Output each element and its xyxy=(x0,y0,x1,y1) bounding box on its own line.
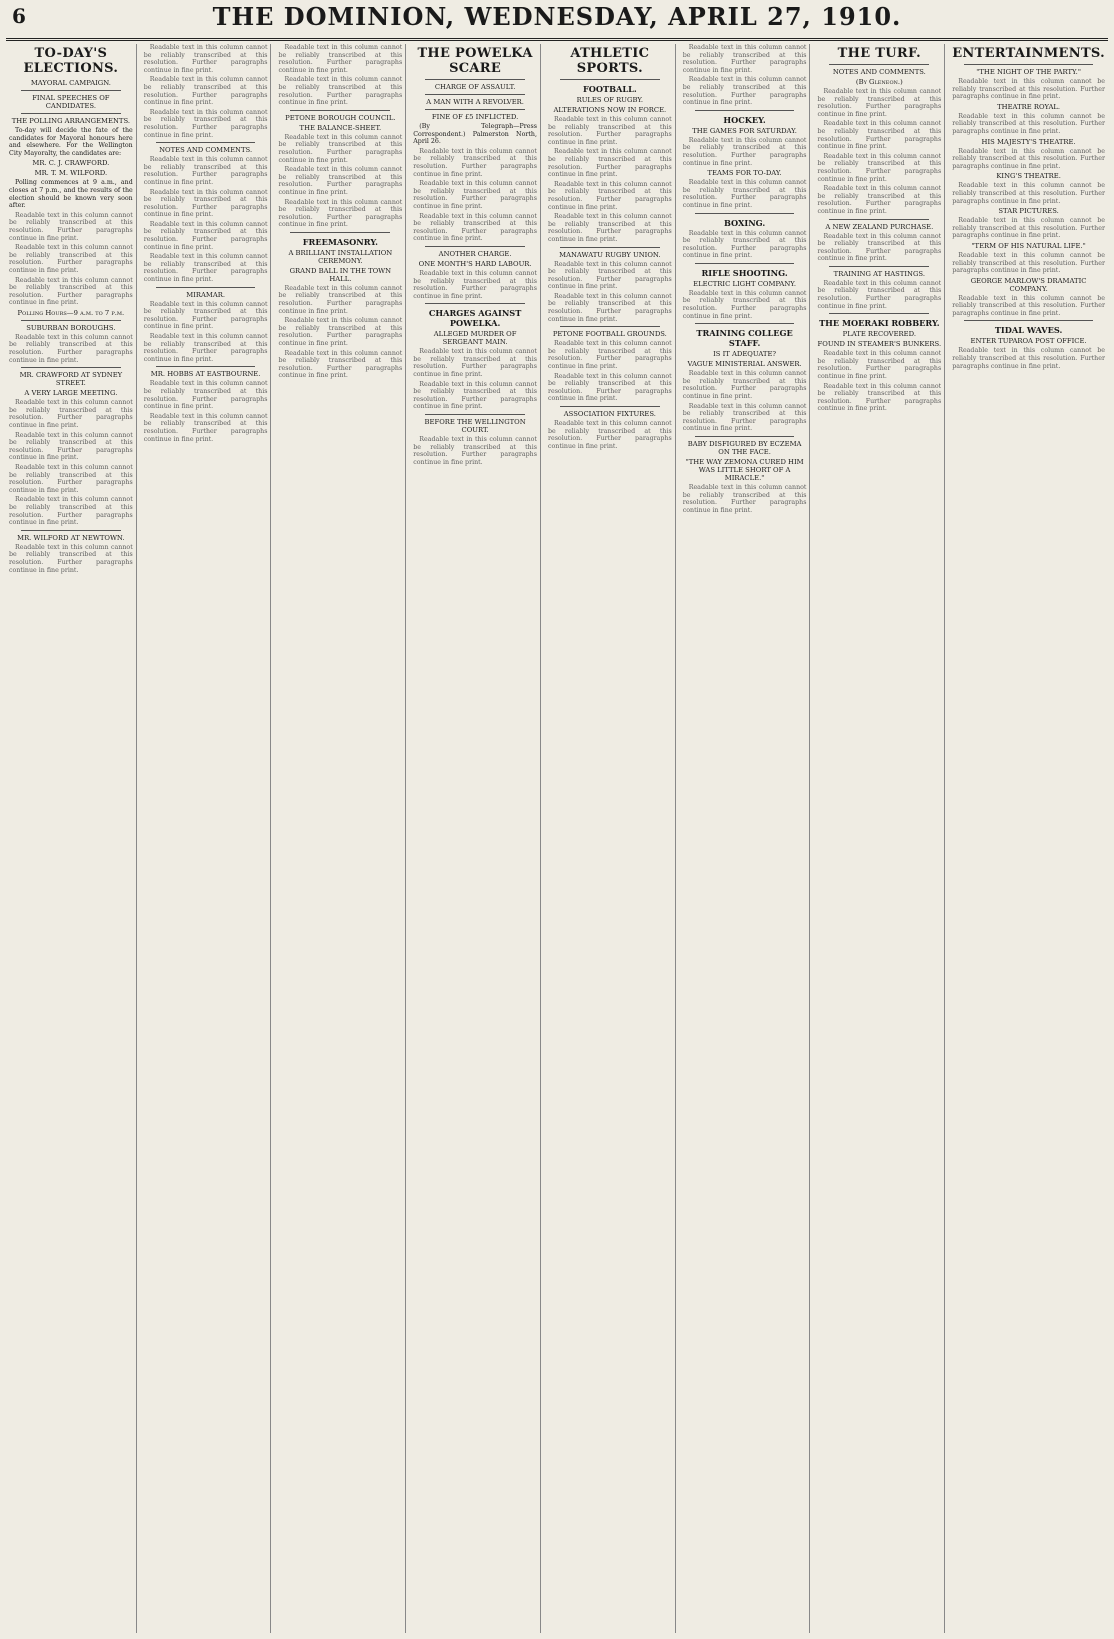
column-grid xyxy=(6,44,1108,1633)
paragraph: To-day will decide the fate of the candidates for Mayoral honours here and elsewhere. For the Wellington City Mayoralty, the candidates are: xyxy=(9,127,133,157)
divider xyxy=(156,142,256,143)
subhead-training-college: TRAINING COLLEGE STAFF. xyxy=(696,328,793,349)
body-text: Readable text in this column cannot be reliably transcribed at this resolution. Further paragraphs continue in fine print. xyxy=(278,76,403,107)
subhead-miramar: MIRAMAR. xyxy=(186,290,226,299)
divider xyxy=(290,232,390,233)
subhead-man-with-revolver: A MAN WITH A REVOLVER. xyxy=(426,98,524,106)
advert-heading: BABY DISFIGURED BY ECZEMA ON THE FACE. xyxy=(687,440,802,456)
subhead-boxing: BOXING. xyxy=(723,217,766,228)
divider xyxy=(829,313,929,314)
subhead-plate-recovered: PLATE RECOVERED. xyxy=(842,330,916,339)
subhead-is-it-adequate: IS IT ADEQUATE? xyxy=(713,350,777,359)
body-text: Readable text in this column cannot be reliably transcribed at this resolution. Further paragraphs continue in fine print. xyxy=(547,213,672,243)
candidate-name: MR. C. J. CRAWFORD. xyxy=(32,159,110,168)
body-text: Readable text in this column cannot be reliably transcribed at this resolution. Further paragraphs continue in fine print. xyxy=(278,198,403,229)
headline-powelka-scare: THE POWELKA SCARE xyxy=(417,46,533,76)
subhead-hard-labour: ONE MONTH'S HARD LABOUR. xyxy=(418,259,532,268)
dateline: (By Telegraph—Press Correspondent.) Palmerston North, April 26. xyxy=(413,123,537,146)
body-text: Readable text in this column cannot be reliably transcribed at this resolution. Further paragraphs continue in fine print. xyxy=(547,340,672,371)
body-text: Readable text in this column cannot be reliably transcribed at this resolution. Further paragraphs continue in fine print. xyxy=(9,333,133,364)
body-text: Readable text in this column cannot be reliably transcribed at this resolution. Further paragraphs continue in fine print. xyxy=(952,251,1105,275)
divider xyxy=(560,326,660,327)
body-text: Readable text in this column cannot be reliably transcribed at this resolution. Further paragraphs continue in fine print. xyxy=(278,284,403,315)
divider xyxy=(829,64,929,65)
body-text: Readable text in this column cannot be reliably transcribed at this resolution. Further paragraphs continue in fine print. xyxy=(143,220,268,251)
body-text: Readable text in this column cannot be reliably transcribed at this resolution. Further paragraphs continue in fine print. xyxy=(9,496,133,527)
body-text: Readable text in this column cannot be reliably transcribed at this resolution. Further paragraphs continue in fine print. xyxy=(682,229,807,260)
divider xyxy=(695,263,795,264)
divider xyxy=(425,79,525,80)
subhead-suburban-boroughs: SUBURBAN BOROUGHS. xyxy=(26,323,116,332)
divider xyxy=(21,320,121,321)
subhead-another-charge: ANOTHER CHARGE. xyxy=(438,249,512,258)
body-text: Readable text in this column cannot be reliably transcribed at this resolution. Further paragraphs continue in fine print. xyxy=(547,420,672,450)
subhead-petone-borough-council: PETONE BOROUGH COUNCIL. xyxy=(285,113,396,122)
subhead-steamers-bunkers: FOUND IN STEAMER'S BUNKERS. xyxy=(817,340,942,349)
body-text: Readable text in this column cannot be reliably transcribed at this resolution. Further paragraphs continue in fine print. xyxy=(817,279,942,310)
subhead-term-natural-life: "TERM OF HIS NATURAL LIFE." xyxy=(971,241,1086,250)
body-text: Readable text in this column cannot be reliably transcribed at this resolution. Further paragraphs continue in fine print. xyxy=(952,112,1105,135)
paper-title: THE DOMINION, WEDNESDAY, APRIL 27, 1910. xyxy=(212,2,902,31)
body-text: Readable text in this column cannot be reliably transcribed at this resolution. Further paragraphs continue in fine print. xyxy=(413,147,537,178)
subhead-tidal-waves: TIDAL WAVES. xyxy=(994,325,1063,336)
page-number: 6 xyxy=(12,4,26,28)
body-text: Readable text in this column cannot be reliably transcribed at this resolution. Further paragraphs continue in fine print. xyxy=(952,182,1105,205)
body-text: Readable text in this column cannot be reliably transcribed at this resolution. Further paragraphs continue in fine print. xyxy=(143,380,268,411)
body-text: Readable text in this column cannot be reliably transcribed at this resolution. Further paragraphs continue in fine print. xyxy=(952,147,1105,170)
body-text: Readable text in this column cannot be reliably transcribed at this resolution. Further paragraphs continue in fine print. xyxy=(143,188,268,219)
body-text: Readable text in this column cannot be reliably transcribed at this resolution. Further paragraphs continue in fine print. xyxy=(817,152,942,183)
body-text: Readable text in this column cannot be reliably transcribed at this resolution. Further paragraphs continue in fine print. xyxy=(682,136,807,167)
subhead-grand-ball: GRAND BALL IN THE TOWN HALL. xyxy=(289,266,392,283)
subhead-marlow-company: GEORGE MARLOW'S DRAMATIC COMPANY. xyxy=(970,276,1087,293)
body-text: Readable text in this column cannot be reliably transcribed at this resolution. Further paragraphs continue in fine print. xyxy=(278,166,403,196)
subhead-moeraki-robbery: THE MOERAKI ROBBERY. xyxy=(819,318,940,329)
body-text: Readable text in this column cannot be reliably transcribed at this resolution. Further paragraphs continue in fine print. xyxy=(413,348,537,379)
body-text: Readable text in this column cannot be reliably transcribed at this resolution. Further paragraphs continue in fine print. xyxy=(817,350,942,381)
body-text: Readable text in this column cannot be reliably transcribed at this resolution. Further paragraphs continue in fine print. xyxy=(9,211,133,242)
divider xyxy=(425,109,525,110)
body-text: Readable text in this column cannot be reliably transcribed at this resolution. Further paragraphs continue in fine print. xyxy=(952,347,1105,370)
body-text: Readable text in this column cannot be reliably transcribed at this resolution. Further paragraphs continue in fine print. xyxy=(817,88,942,118)
subhead-training-hastings: TRAINING AT HASTINGS. xyxy=(833,269,925,278)
divider xyxy=(290,110,390,111)
column-6 xyxy=(680,44,811,1633)
subhead-kings-theatre: KING'S THEATRE. xyxy=(996,172,1061,181)
divider xyxy=(560,79,660,80)
headline-entertainments: ENTERTAINMENTS. xyxy=(952,46,1105,61)
body-text: Readable text in this column cannot be reliably transcribed at this resolution. Further paragraphs continue in fine print. xyxy=(547,372,672,403)
body-text: Readable text in this column cannot be reliably transcribed at this resolution. Further paragraphs continue in fine print. xyxy=(547,260,672,291)
subhead-charges-against-powelka: CHARGES AGAINST POWELKA. xyxy=(428,308,522,329)
divider xyxy=(21,367,121,368)
divider xyxy=(156,366,256,367)
body-text: Readable text in this column cannot be reliably transcribed at this resolution. Further paragraphs continue in fine print. xyxy=(9,244,133,274)
subhead-theatre-royal: THEATRE ROYAL. xyxy=(997,102,1061,111)
body-text: Readable text in this column cannot be reliably transcribed at this resolution. Further paragraphs continue in fine print. xyxy=(682,370,807,401)
divider xyxy=(560,406,660,407)
subhead-final-speeches: FINAL SPEECHES OF CANDIDATES. xyxy=(32,94,110,110)
body-text: Readable text in this column cannot be reliably transcribed at this resolution. Further paragraphs continue in fine print. xyxy=(682,179,807,209)
body-text: Readable text in this column cannot be reliably transcribed at this resolution. Further paragraphs continue in fine print. xyxy=(143,76,268,107)
subhead-large-meeting: A VERY LARGE MEETING. xyxy=(24,389,118,398)
divider xyxy=(425,246,525,247)
subhead-notes-comments: NOTES AND COMMENTS. xyxy=(159,146,253,155)
body-text: Readable text in this column cannot be reliably transcribed at this resolution. Further paragraphs continue in fine print. xyxy=(682,44,807,74)
subhead-mayoral-campaign: MAYORAL CAMPAIGN. xyxy=(30,79,111,87)
body-text: Readable text in this column cannot be reliably transcribed at this resolution. Further paragraphs continue in fine print. xyxy=(278,44,403,74)
body-text: Readable text in this column cannot be reliably transcribed at this resolution. Further paragraphs continue in fine print. xyxy=(682,484,807,514)
body-text: Readable text in this column cannot be reliably transcribed at this resolution. Further paragraphs continue in fine print. xyxy=(817,185,942,215)
divider xyxy=(21,113,121,114)
subhead-rules-of-rugby: RULES OF RUGBY. xyxy=(576,96,644,104)
divider xyxy=(964,64,1093,65)
subhead-star-pictures: STAR PICTURES. xyxy=(998,207,1059,216)
divider xyxy=(695,213,795,214)
body-text: Readable text in this column cannot be reliably transcribed at this resolution. Further paragraphs continue in fine print. xyxy=(143,156,268,186)
body-text: Readable text in this column cannot be reliably transcribed at this resolution. Further paragraphs continue in fine print. xyxy=(143,253,268,284)
subhead-balance-sheet: THE BALANCE-SHEET. xyxy=(299,123,382,132)
body-text: Readable text in this column cannot be reliably transcribed at this resolution. Further paragraphs continue in fine print. xyxy=(413,269,537,300)
subhead-crawford-sydney-street: MR. CRAWFORD AT SYDNEY STREET. xyxy=(19,371,123,388)
body-text: Readable text in this column cannot be reliably transcribed at this resolution. Further paragraphs continue in fine print. xyxy=(952,217,1105,240)
column-8 xyxy=(949,44,1108,1633)
column-3 xyxy=(275,44,406,1633)
divider xyxy=(21,530,121,531)
subhead-his-majestys: HIS MAJESTY'S THEATRE. xyxy=(981,137,1076,146)
divider xyxy=(829,219,929,220)
headline-the-turf: THE TURF. xyxy=(837,46,922,61)
subhead-polling-arrangements: THE POLLING ARRANGEMENTS. xyxy=(11,117,131,125)
body-text: Readable text in this column cannot be reliably transcribed at this resolution. Further paragraphs continue in fine print. xyxy=(547,116,672,146)
body-text: Readable text in this column cannot be reliably transcribed at this resolution. Further paragraphs continue in fine print. xyxy=(9,399,133,430)
subhead-night-of-party: "THE NIGHT OF THE PARTY." xyxy=(976,68,1081,76)
body-text: Readable text in this column cannot be reliably transcribed at this resolution. Further paragraphs continue in fine print. xyxy=(817,120,942,151)
divider xyxy=(695,323,795,324)
body-text: Readable text in this column cannot be reliably transcribed at this resolution. Further paragraphs continue in fine print. xyxy=(143,44,268,74)
masthead xyxy=(6,0,1108,41)
subhead-turf-notes: NOTES AND COMMENTS. xyxy=(832,68,926,76)
subhead-rifle-shooting: RIFLE SHOOTING. xyxy=(701,267,788,278)
polling-hours: Polling Hours—9 a.m. to 7 p.m. xyxy=(17,308,125,317)
subhead-wellington-court: BEFORE THE WELLINGTON COURT. xyxy=(424,418,526,435)
divider xyxy=(425,94,525,95)
body-text: Readable text in this column cannot be reliably transcribed at this resolution. Further paragraphs continue in fine print. xyxy=(143,333,268,363)
body-text: Readable text in this column cannot be reliably transcribed at this resolution. Further paragraphs continue in fine print. xyxy=(682,402,807,433)
body-text: Readable text in this column cannot be reliably transcribed at this resolution. Further paragraphs continue in fine print. xyxy=(817,232,942,263)
column-2 xyxy=(141,44,272,1633)
subhead-manawatu-rugby: MANAWATU RUGBY UNION. xyxy=(559,250,661,259)
column-4 xyxy=(410,44,541,1633)
body-text: Readable text in this column cannot be reliably transcribed at this resolution. Further paragraphs continue in fine print. xyxy=(682,76,807,107)
subhead-petone-grounds: PETONE FOOTBALL GROUNDS. xyxy=(552,330,667,339)
subhead-games-saturday: THE GAMES FOR SATURDAY. xyxy=(692,126,797,135)
body-text: Readable text in this column cannot be reliably transcribed at this resolution. Further paragraphs continue in fine print. xyxy=(278,133,403,164)
subhead-hockey: HOCKEY. xyxy=(723,114,766,125)
column-1 xyxy=(6,44,137,1633)
body-text: Readable text in this column cannot be reliably transcribed at this resolution. Further paragraphs continue in fine print. xyxy=(413,436,537,466)
subhead-vague-answer: VAGUE MINISTERIAL ANSWER. xyxy=(687,360,802,369)
divider xyxy=(425,303,525,304)
subhead-hobbs-eastbourne: MR. HOBBS AT EASTBOURNE. xyxy=(150,370,261,379)
subhead-football: FOOTBALL. xyxy=(582,84,637,94)
divider xyxy=(156,287,256,288)
subhead-tuparoa-post-office: ENTER TUPAROA POST OFFICE. xyxy=(970,337,1087,346)
subhead-freemasonry: FREEMASONRY. xyxy=(302,236,378,247)
body-text: Readable text in this column cannot be reliably transcribed at this resolution. Further paragraphs continue in fine print. xyxy=(278,317,403,348)
body-text: Readable text in this column cannot be reliably transcribed at this resolution. Further paragraphs continue in fine print. xyxy=(143,412,268,443)
subhead-wilford-newtown: MR. WILFORD AT NEWTOWN. xyxy=(17,533,125,542)
body-text: Readable text in this column cannot be reliably transcribed at this resolution. Further paragraphs continue in fine print. xyxy=(952,78,1105,101)
byline: (By Gleneon.) xyxy=(855,78,903,86)
subhead-association-fixtures: ASSOCIATION FIXTURES. xyxy=(563,410,656,418)
divider xyxy=(425,414,525,415)
subhead-fine-inflicted: FINE OF £5 INFLICTED. xyxy=(431,113,519,121)
body-text: Readable text in this column cannot be reliably transcribed at this resolution. Further paragraphs continue in fine print. xyxy=(547,180,672,211)
subhead-installation-ceremony: A BRILLIANT INSTALLATION CEREMONY. xyxy=(288,248,393,265)
column-7 xyxy=(814,44,945,1633)
subhead-charge-of-assault: CHARGE OF ASSAULT. xyxy=(434,83,516,91)
body-text: Readable text in this column cannot be reliably transcribed at this resolution. Further paragraphs continue in fine print. xyxy=(413,380,537,411)
body-text: Readable text in this column cannot be reliably transcribed at this resolution. Further paragraphs continue in fine print. xyxy=(143,108,268,139)
body-text: Readable text in this column cannot be reliably transcribed at this resolution. Further paragraphs continue in fine print. xyxy=(9,464,133,494)
paragraph: Polling commences at 9 a.m., and closes at 7 p.m., and the results of the election should be known very soon after. xyxy=(9,179,133,210)
divider xyxy=(695,110,795,111)
body-text: Readable text in this column cannot be reliably transcribed at this resolution. Further paragraphs continue in fine print. xyxy=(143,300,268,331)
body-text: Readable text in this column cannot be reliably transcribed at this resolution. Further paragraphs continue in fine print. xyxy=(547,148,672,179)
divider xyxy=(964,320,1093,321)
advert-subheading: "THE WAY ZEMONA CURED HIM WAS LITTLE SHORT OF A MIRACLE." xyxy=(685,458,804,482)
body-text: Readable text in this column cannot be reliably transcribed at this resolution. Further paragraphs continue in fine print. xyxy=(413,180,537,210)
body-text: Readable text in this column cannot be reliably transcribed at this resolution. Further paragraphs continue in fine print. xyxy=(9,276,133,307)
body-text: Readable text in this column cannot be reliably transcribed at this resolution. Further paragraphs continue in fine print. xyxy=(682,289,807,320)
body-text: Readable text in this column cannot be reliably transcribed at this resolution. Further paragraphs continue in fine print. xyxy=(817,382,942,413)
divider xyxy=(695,436,795,437)
candidate-name: MR. T. M. WILFORD. xyxy=(34,169,108,178)
headline-athletic-sports: ATHLETIC SPORTS. xyxy=(570,46,650,76)
column-5 xyxy=(545,44,676,1633)
body-text: Readable text in this column cannot be reliably transcribed at this resolution. Further paragraphs continue in fine print. xyxy=(547,292,672,323)
body-text: Readable text in this column cannot be reliably transcribed at this resolution. Further paragraphs continue in fine print. xyxy=(278,349,403,380)
body-text: Readable text in this column cannot be reliably transcribed at this resolution. Further paragraphs continue in fine print. xyxy=(413,212,537,243)
subhead-alterations: ALTERATIONS NOW IN FORCE. xyxy=(553,106,667,114)
subhead-alleged-murder: ALLEGED MURDER OF SERGEANT MAIN. xyxy=(433,330,517,347)
divider xyxy=(560,247,660,248)
subhead-nz-purchase: A NEW ZEALAND PURCHASE. xyxy=(825,222,934,231)
body-text: Readable text in this column cannot be reliably transcribed at this resolution. Further paragraphs continue in fine print. xyxy=(9,543,133,574)
subhead-teams-today: TEAMS FOR TO-DAY. xyxy=(707,169,782,178)
divider xyxy=(21,90,121,91)
headline-todays-elections: TO-DAY'S ELECTIONS. xyxy=(23,46,119,76)
body-text: Readable text in this column cannot be reliably transcribed at this resolution. Further paragraphs continue in fine print. xyxy=(9,431,133,462)
divider xyxy=(829,266,929,267)
body-text: Readable text in this column cannot be reliably transcribed at this resolution. Further paragraphs continue in fine print. xyxy=(952,294,1105,317)
subhead-electric-light: ELECTRIC LIGHT COMPANY. xyxy=(693,279,797,288)
